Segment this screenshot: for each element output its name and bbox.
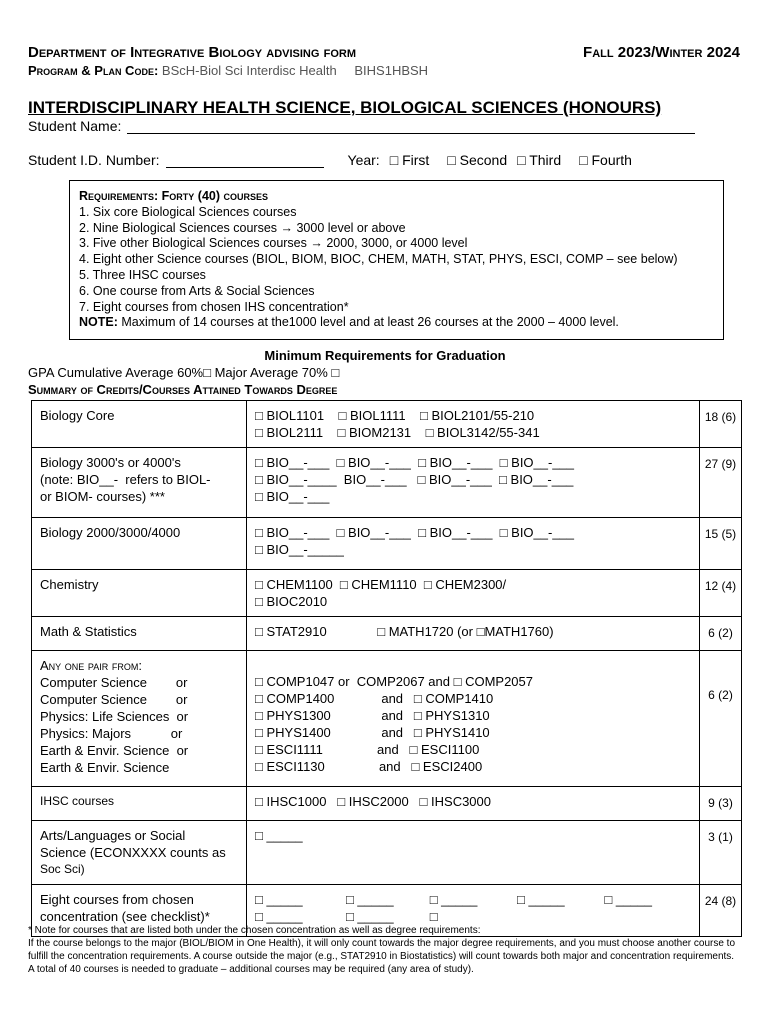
requirements-note [79,315,715,331]
row-credits: 6 (2) [700,617,742,651]
row-label [32,821,247,885]
row-credits: 12 (4) [700,570,742,617]
table-row [32,787,742,821]
row-courses [247,821,700,885]
summary-heading: Summary of Credits/Courses Attained Towards Degree [28,382,338,397]
student-id-field[interactable] [166,152,324,168]
row-label-line: Physics: Life Sciences or [40,709,189,724]
requirement-item: 1. Six core Biological Sciences courses [79,204,297,219]
page-title: INTERDISCIPLINARY HEALTH SCIENCE, BIOLOGICAL SCIENCES (HONOURS) [28,98,662,117]
row-label [32,570,247,617]
row-label-line: Science (ECONXXXX counts as [40,845,226,860]
min-requirements-heading: Minimum Requirements for Graduation [264,348,506,363]
student-id-label: Student I.D. Number: [28,152,160,168]
course-checkbox-line[interactable]: □ PHYS1400 and □ PHYS1410 [255,725,490,740]
form-header [28,44,740,78]
table-row [32,518,742,570]
course-checkbox-line[interactable]: □ _____ [255,828,303,843]
course-checkbox-line[interactable]: □ BIO__-____ BIO__-___ □ BIO__-___ □ BIO__-___ [255,472,574,487]
footnote [28,924,742,976]
row-credits: 15 (5) [700,518,742,570]
student-name-field[interactable] [127,118,695,134]
footnote-line: If the course belongs to the major (BIOL/BIOM in One Health), it will only count towards the major degree requirements, and you must choose another course to fulfill the concentration requirements. A course outside the major (e.g., STAT2910 in Biostatistics) will count towards both major and concentration requirements. A total of 40 courses is needed to graduate – additional courses may be required (any area of study). [28,938,736,975]
row-label-line: Computer Science or [40,675,188,690]
row-label-line: or BIOM- courses) *** [40,489,165,504]
row-courses [247,570,700,617]
table-row [32,570,742,617]
row-credits: 9 (3) [700,787,742,821]
row-label-line: concentration (see checklist)* [40,909,210,924]
year-first-label: First [402,152,430,168]
row-label [32,518,247,570]
year-label: Year: [347,152,380,168]
row-label [32,617,247,651]
row-courses [247,617,700,651]
course-checkbox-line[interactable]: □ BIO__-___ □ BIO__-___ □ BIO__-___ □ BIO__-___ [255,525,575,540]
row-label-line: Computer Science or [40,692,188,707]
row-courses [247,518,700,570]
course-checkbox-line[interactable]: □ PHYS1300 and □ PHYS1310 [255,708,490,723]
row-courses [247,651,700,787]
row-credits: 3 (1) [700,821,742,885]
year-fourth-checkbox[interactable]: □ Fourth [579,152,632,168]
row-label-line: Physics: Majors or [40,726,183,741]
row-label-line: Earth & Envir. Science or [40,743,189,758]
course-checkbox-line[interactable]: □ BIO__-_____ [255,542,344,557]
row-label-line: (note: BIO__- refers to BIOL- [40,472,211,487]
course-checkbox-line[interactable]: □ COMP1400 and □ COMP1410 [255,691,494,706]
gpa-line: GPA Cumulative Average 60%□ Major Average 70% □ [28,365,340,380]
note-label: NOTE: [79,315,118,330]
course-checkbox-line[interactable]: □ BIO__-___ □ BIO__-___ □ BIO__-___ □ BIO__-___ [255,455,575,470]
student-name-row [28,118,695,134]
row-label-line: Eight courses from chosen [40,892,194,907]
department-title: Department of Integrative Biology advising form [28,44,356,61]
course-checkbox-line[interactable]: □ IHSC1000 □ IHSC2000 □ IHSC3000 [255,794,491,809]
row-label-line: Earth & Envir. Science [40,760,170,775]
requirements-box [69,180,724,340]
row-credits: 27 (9) [700,448,742,518]
row-label-line: Arts/Languages or Social [40,828,186,843]
row-label-line: Chemistry [40,577,99,592]
course-checkbox-line[interactable]: □ _____ □ _____ □ _____ □ _____ □ _____ [255,892,652,907]
student-name-label: Student Name: [28,118,122,134]
year-third-label: Third [529,152,562,168]
course-checkbox-line[interactable]: □ BIOL1101 □ BIOL1111 □ BIOL2101/55-210 [255,408,535,423]
note-text: Maximum of 14 courses at the1000 level and at least 26 courses at the 2000 – 4000 level. [117,315,619,330]
course-checkbox-line[interactable]: □ ESCI1130 and □ ESCI2400 [255,759,483,774]
row-credits: 24 (8) [700,885,742,937]
row-credits: 18 (6) [700,401,742,448]
student-id-row [28,152,632,168]
course-checkbox-line[interactable]: □ CHEM1100 □ CHEM1110 □ CHEM2300/ [255,577,507,592]
row-label-line: Biology 2000/3000/4000 [40,525,181,540]
row-label [32,448,247,518]
row-label-line: Biology Core [40,408,115,423]
row-label-line: Math & Statistics [40,624,137,639]
table-row [32,617,742,651]
row-courses [247,448,700,518]
plan-code: BIHS1HBSH [354,63,429,78]
requirement-item: 4. Eight other Science courses (BIOL, BIOM, BIOC, CHEM, MATH, STAT, PHYS, ESCI, COMP – see below) [79,252,678,267]
course-checkbox-line[interactable]: □ COMP1047 or COMP2067 and □ COMP2057 [255,674,533,689]
year-fourth-label: Fourth [591,152,632,168]
requirements-title: Requirements: Forty (40) courses [79,189,268,203]
row-label-line: Biology 3000's or 4000's [40,455,181,470]
row-label-line: Any one pair from: [40,658,142,673]
year-second-label: Second [459,152,508,168]
course-checkbox-line[interactable]: □ ESCI1111 and □ ESCI1100 [255,742,480,757]
requirement-item: 3. Five other Biological Sciences courses → 2000, 3000, or 4000 level [79,236,468,251]
footnote-line: * Note for courses that are listed both under the chosen concentration as well as degree requirements: [28,925,481,936]
course-checkbox-line[interactable]: □ BIOC2010 [255,594,328,609]
course-checkbox-line[interactable]: □ _____ □ _____ □ [255,909,438,924]
term-label: Fall 2023/Winter 2024 [583,44,740,61]
row-credits: 6 (2) [700,651,742,787]
row-courses [247,401,700,448]
requirement-item: 7. Eight courses from chosen IHS concentration* [79,299,349,314]
requirement-item: 5. Three IHSC courses [79,267,206,282]
table-row [32,401,742,448]
year-first-checkbox[interactable]: □ First [389,152,430,168]
credits-table [31,400,742,937]
table-row [32,448,742,518]
program-value: BScH-Biol Sci Interdisc Health [161,63,337,78]
year-third-checkbox[interactable]: □ Third [517,152,562,168]
row-label [32,651,247,787]
course-checkbox-line[interactable]: □ BIO__-___ [255,489,330,504]
year-second-checkbox[interactable]: □ Second [447,152,508,168]
table-row [32,821,742,885]
row-courses [247,787,700,821]
row-label [32,787,247,821]
requirement-item: 2. Nine Biological Sciences courses → 3000 level or above [79,220,406,235]
program-label: Program & Plan Code: [28,63,159,78]
row-label-line: Soc Sci) [40,862,85,876]
course-checkbox-line[interactable]: □ STAT2910 □ MATH1720 (or □MATH1760) [255,624,554,639]
requirement-item: 6. One course from Arts & Social Sciences [79,283,315,298]
row-label-line: IHSC courses [40,794,115,808]
row-label [32,401,247,448]
table-row [32,651,742,787]
course-checkbox-line[interactable]: □ BIOL2111 □ BIOM2131 □ BIOL3142/55-341 [255,425,540,440]
